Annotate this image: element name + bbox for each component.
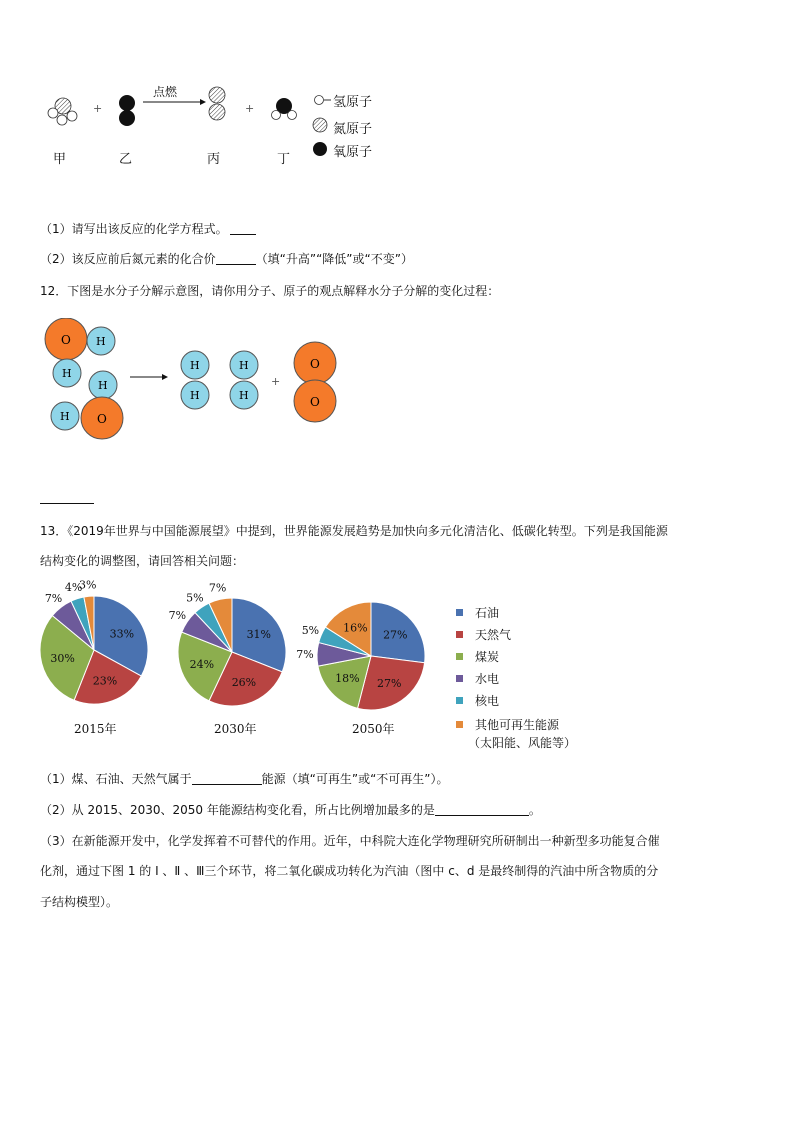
q11-sub1: （1）请写出该反应的化学方程式。	[40, 221, 256, 237]
answer-line[interactable]	[40, 503, 94, 504]
pie-0-label-4: 4%	[64, 581, 83, 595]
atom-legend	[313, 96, 331, 157]
pie-year-2015: 2015年	[74, 722, 117, 736]
svg-text:H: H	[239, 389, 249, 402]
pie-1-label-0: 31%	[246, 627, 272, 641]
oxygen-molecule	[294, 342, 336, 422]
q13-sub3-line2: 化剂，通过下图 1 的 Ⅰ 、Ⅱ 、Ⅲ三个环节，将二氧化碳成功转化为汽油（图中 c、d 是最终制得的汽油中所含物质的分	[40, 864, 659, 878]
pie-1-label-3: 7%	[168, 608, 187, 622]
svg-text:H: H	[62, 367, 72, 380]
label-bing: 丙	[207, 152, 221, 167]
q11-sub2: （2）该反应前后氮元素的化合价 （填“升高”“降低”或“不变”）	[40, 252, 413, 266]
pie-2-label-1: 27%	[376, 676, 402, 690]
legend-item-coal: 煤炭	[456, 649, 499, 665]
water-decomposition-diagram	[40, 318, 350, 443]
arrow-label: 点燃	[153, 85, 178, 99]
pie-2-label-0: 27%	[383, 628, 408, 642]
pie-1-label-5: 7%	[208, 581, 227, 595]
plus-sign: +	[271, 375, 281, 388]
svg-text:O: O	[310, 395, 320, 409]
label-yi: 乙	[119, 152, 133, 167]
pie-0-label-0: 33%	[109, 627, 135, 641]
molecule-bing	[209, 87, 225, 120]
svg-text:H: H	[98, 379, 108, 392]
q13-sub1: （1）煤、石油、天然气属于 能源（填“可再生”或“不可再生”）。	[40, 772, 449, 786]
q13-sub3-line3: 子结构模型）。	[40, 895, 119, 909]
pie-2-label-4: 5%	[301, 623, 320, 637]
legend-item-nuclear: 核电	[456, 693, 499, 709]
svg-text:H: H	[190, 359, 200, 372]
legend-nitrogen: 氮原子	[333, 122, 373, 137]
legend-item-gas: 天然气	[456, 627, 511, 643]
answer-blank[interactable]	[435, 804, 529, 816]
q12-text: 12．下图是水分子分解示意图，请你用分子、原子的观点解释水分子分解的变化过程：	[40, 284, 500, 298]
svg-text:H: H	[96, 335, 106, 348]
label-ding: 丁	[277, 152, 291, 167]
answer-blank[interactable]	[230, 223, 256, 235]
plus-1: +	[93, 102, 103, 115]
q13-text-line2: 结构变化的调整图，请回答相关问题：	[40, 554, 245, 568]
plus-2: +	[245, 102, 255, 115]
pie-2-label-5: 16%	[343, 621, 368, 635]
legend-note: （太阳能、风能等）	[468, 736, 577, 750]
svg-text:O: O	[97, 412, 107, 426]
svg-text:H: H	[190, 389, 200, 402]
legend-item-oil: 石油	[456, 605, 499, 621]
svg-text:O: O	[310, 357, 320, 371]
q13-text-line1: 13．《2019年世界与中国能源展望》中提到，世界能源发展趋势是加快向多元化清洁化、低碳化转型。下列是我国能源	[40, 524, 668, 538]
svg-text:H: H	[60, 410, 70, 423]
hydrogen-molecules	[181, 351, 258, 409]
pie-1-label-2: 24%	[189, 657, 215, 671]
pie-0-label-2: 30%	[50, 652, 75, 666]
label-jia: 甲	[53, 152, 67, 167]
answer-blank[interactable]	[216, 253, 256, 265]
water-molecules-left	[45, 318, 123, 439]
answer-blank[interactable]	[192, 773, 262, 785]
pie-0-label-3: 7%	[44, 591, 63, 605]
molecule-yi	[119, 95, 135, 126]
pie-year-2050: 2050年	[352, 722, 395, 736]
legend-oxygen: 氧原子	[333, 145, 373, 160]
pie-2-label-2: 18%	[335, 672, 360, 686]
legend-hydrogen: 氢原子	[333, 95, 373, 110]
pie-0-label-5: 3%	[79, 580, 97, 592]
svg-text:H: H	[239, 359, 249, 372]
legend-item-hydro: 水电	[456, 671, 499, 687]
pie-1-label-1: 26%	[231, 676, 257, 690]
pie-2-label-3: 7%	[296, 647, 314, 661]
pie-1-label-4: 5%	[186, 591, 204, 605]
molecule-jia	[48, 98, 77, 125]
pie-0-label-1: 23%	[92, 674, 118, 688]
q13-sub3-line1: （3）在新能源开发中，化学发挥着不可替代的作用。近年，中科院大连化学物理研究所研制出一种新型多功能复合催	[40, 834, 660, 848]
molecule-ding	[272, 98, 297, 120]
svg-text:O: O	[61, 333, 71, 347]
q13-sub2: （2）从 2015、2030、2050 年能源结构变化看，所占比例增加最多的是 。	[40, 803, 541, 817]
legend-item-renewable: 其他可再生能源	[456, 717, 559, 733]
pie-year-2030: 2030年	[214, 722, 257, 736]
